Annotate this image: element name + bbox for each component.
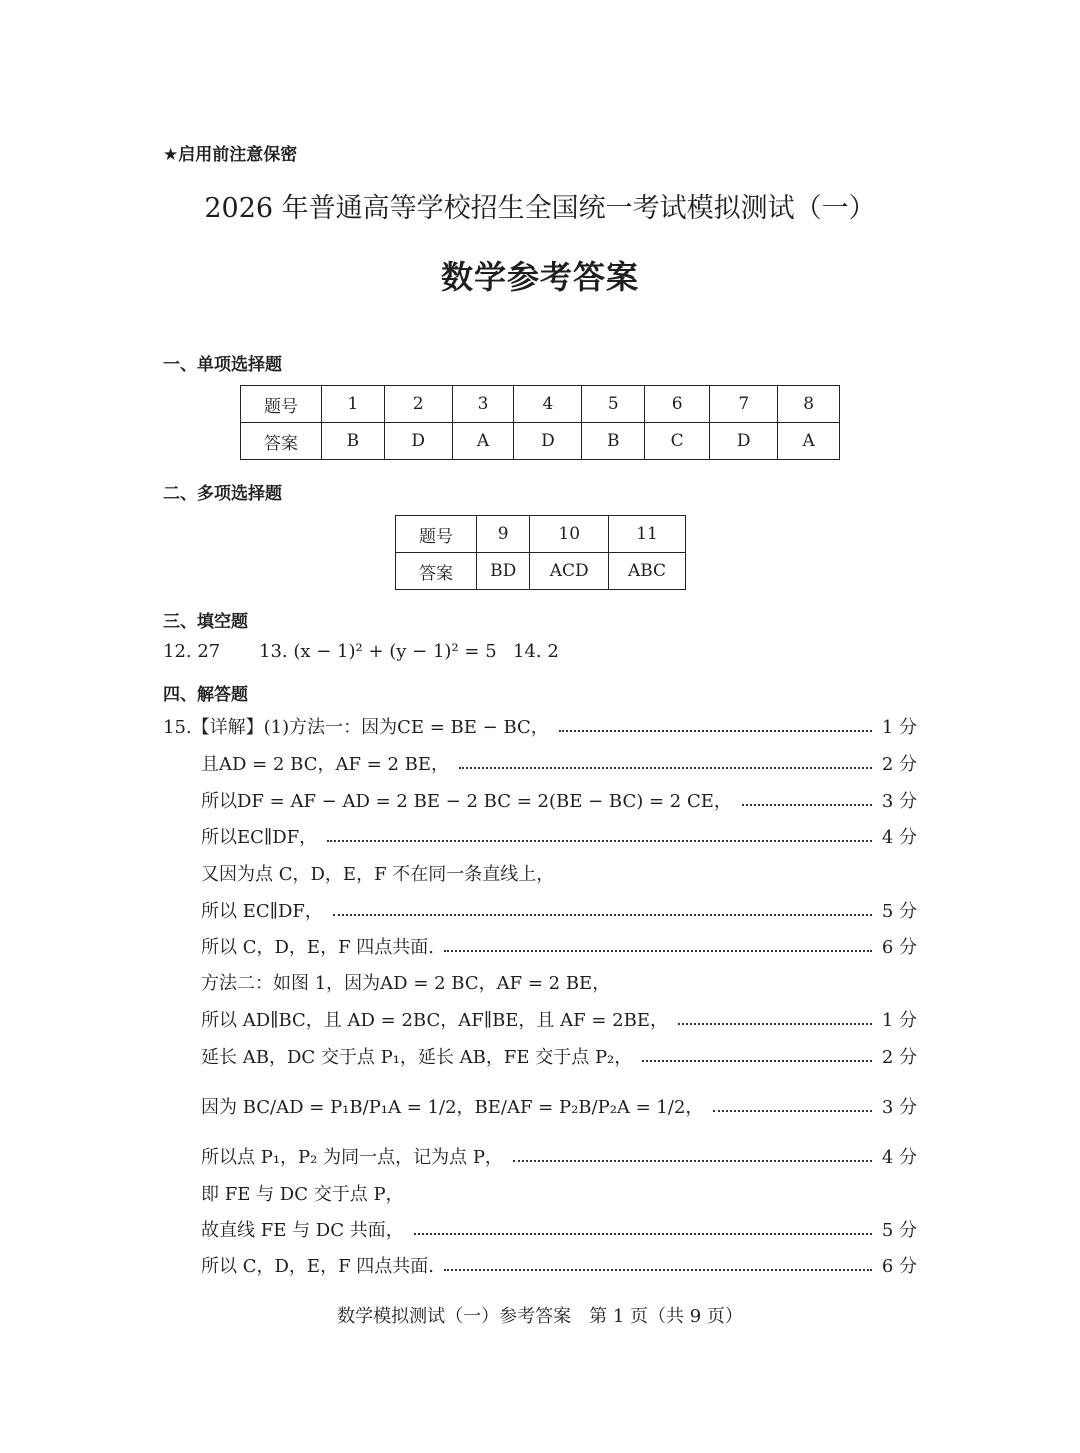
solution-text: 所以EC∥DF， bbox=[201, 827, 318, 848]
answer-q14: 14. 2 bbox=[513, 641, 559, 662]
solution-line bbox=[201, 969, 917, 995]
table-row bbox=[396, 553, 686, 590]
score-label: 3 分 bbox=[881, 1097, 917, 1118]
table-cell: 答案 bbox=[241, 423, 322, 460]
solution-text: 15.【详解】(1)方法一：因为CE = BE − BC， bbox=[163, 717, 549, 738]
table-cell: 6 bbox=[645, 386, 710, 423]
leader-dots bbox=[444, 1269, 872, 1271]
table-cell: 答案 bbox=[396, 553, 477, 590]
document-title: 数学参考答案 bbox=[440, 258, 639, 296]
table-cell: ACD bbox=[530, 553, 609, 590]
section-heading-solutions: 四、解答题 bbox=[163, 685, 248, 705]
solution-line bbox=[201, 897, 917, 923]
table-cell: 题号 bbox=[241, 386, 322, 423]
score-label: 6 分 bbox=[881, 1256, 917, 1277]
table-row bbox=[396, 516, 686, 553]
table-cell: B bbox=[582, 423, 645, 460]
table-cell: 10 bbox=[530, 516, 609, 553]
leader-dots bbox=[678, 1023, 872, 1025]
solution-line bbox=[201, 933, 917, 959]
table-cell: 7 bbox=[710, 386, 778, 423]
section-heading-single-choice: 一、单项选择题 bbox=[163, 355, 282, 375]
solution-line bbox=[201, 1252, 917, 1278]
table-cell: 题号 bbox=[396, 516, 477, 553]
table-cell: D bbox=[384, 423, 452, 460]
solution-text: 故直线 FE 与 DC 共面， bbox=[201, 1220, 404, 1241]
single-choice-table bbox=[240, 385, 840, 460]
solution-line bbox=[201, 787, 917, 813]
solution-text: 所以 C，D，E，F 四点共面. bbox=[201, 1256, 434, 1277]
table-cell: 8 bbox=[778, 386, 840, 423]
score-label: 3 分 bbox=[881, 791, 917, 812]
confidential-notice: ★启用前注意保密 bbox=[163, 145, 298, 165]
page-footer: 数学模拟测试（一）参考答案 第 1 页（共 9 页） bbox=[337, 1306, 743, 1327]
solution-text: 因为 BC/AD = P₁B/P₁A = 1/2，BE/AF = P₂B/P₂A = 1/2， bbox=[201, 1097, 704, 1118]
leader-dots bbox=[559, 730, 872, 732]
leader-dots bbox=[327, 840, 872, 842]
multi-choice-table bbox=[395, 515, 686, 590]
leader-dots bbox=[713, 1110, 871, 1112]
table-cell: 5 bbox=[582, 386, 645, 423]
section-heading-multi-choice: 二、多项选择题 bbox=[163, 484, 282, 504]
solution-text: 所以 C，D，E，F 四点共面. bbox=[201, 937, 434, 958]
solution-line bbox=[201, 1143, 917, 1169]
solution-text: 延长 AB，DC 交于点 P₁，延长 AB，FE 交于点 P₂， bbox=[201, 1047, 633, 1068]
table-row bbox=[241, 423, 840, 460]
solution-text: 所以 EC∥DF， bbox=[201, 901, 323, 922]
table-cell: 4 bbox=[514, 386, 582, 423]
solution-line bbox=[201, 1093, 917, 1119]
table-cell: 9 bbox=[477, 516, 530, 553]
table-cell: BD bbox=[477, 553, 530, 590]
section-heading-fill-blank: 三、填空题 bbox=[163, 612, 248, 632]
solution-line bbox=[163, 713, 917, 739]
leader-dots bbox=[333, 914, 872, 916]
score-label: 4 分 bbox=[881, 1147, 917, 1168]
score-label: 5 分 bbox=[881, 901, 917, 922]
solution-line bbox=[201, 1043, 917, 1069]
table-cell: D bbox=[514, 423, 582, 460]
solution-line bbox=[201, 860, 917, 886]
solution-line bbox=[201, 1216, 917, 1242]
table-cell: 3 bbox=[452, 386, 514, 423]
table-cell: C bbox=[645, 423, 710, 460]
solution-line bbox=[201, 823, 917, 849]
table-cell: A bbox=[778, 423, 840, 460]
solution-text: 即 FE 与 DC 交于点 P， bbox=[201, 1184, 404, 1205]
table-cell: 1 bbox=[322, 386, 385, 423]
score-label: 4 分 bbox=[881, 827, 917, 848]
leader-dots bbox=[742, 804, 872, 806]
solution-text: 又因为点 C，D，E，F 不在同一条直线上， bbox=[201, 864, 555, 885]
leader-dots bbox=[642, 1060, 872, 1062]
answer-q12: 12. 27 bbox=[163, 641, 221, 662]
score-label: 2 分 bbox=[881, 1047, 917, 1068]
solution-line bbox=[201, 1006, 917, 1032]
solution-text: 所以DF = AF − AD = 2 BE − 2 BC = 2(BE − BC) = 2 CE， bbox=[201, 791, 732, 812]
solution-text: 且AD = 2 BC，AF = 2 BE， bbox=[201, 754, 450, 775]
solution-text: 方法二：如图 1，因为AD = 2 BC，AF = 2 BE， bbox=[201, 973, 611, 994]
table-cell: B bbox=[322, 423, 385, 460]
leader-dots bbox=[414, 1233, 872, 1235]
answer-q13: 13. (x − 1)² + (y − 1)² = 5 bbox=[259, 641, 497, 662]
leader-dots bbox=[444, 950, 872, 952]
fill-blank-answers bbox=[163, 641, 559, 662]
table-cell: D bbox=[710, 423, 778, 460]
score-label: 6 分 bbox=[881, 937, 917, 958]
table-cell: A bbox=[452, 423, 514, 460]
solution-text: 所以 AD∥BC，且 AD = 2BC，AF∥BE，且 AF = 2BE， bbox=[201, 1010, 668, 1031]
table-cell: 2 bbox=[384, 386, 452, 423]
table-cell: ABC bbox=[609, 553, 686, 590]
solution-line bbox=[201, 1180, 917, 1206]
exam-title: 2026 年普通高等学校招生全国统一考试模拟测试（一） bbox=[204, 193, 876, 224]
leader-dots bbox=[459, 767, 872, 769]
score-label: 5 分 bbox=[881, 1220, 917, 1241]
solution-text: 所以点 P₁，P₂ 为同一点，记为点 P， bbox=[201, 1147, 503, 1168]
score-label: 1 分 bbox=[881, 1010, 917, 1031]
solution-line bbox=[201, 750, 917, 776]
table-row bbox=[241, 386, 840, 423]
leader-dots bbox=[513, 1160, 872, 1162]
table-cell: 11 bbox=[609, 516, 686, 553]
score-label: 2 分 bbox=[881, 754, 917, 775]
score-label: 1 分 bbox=[881, 717, 917, 738]
